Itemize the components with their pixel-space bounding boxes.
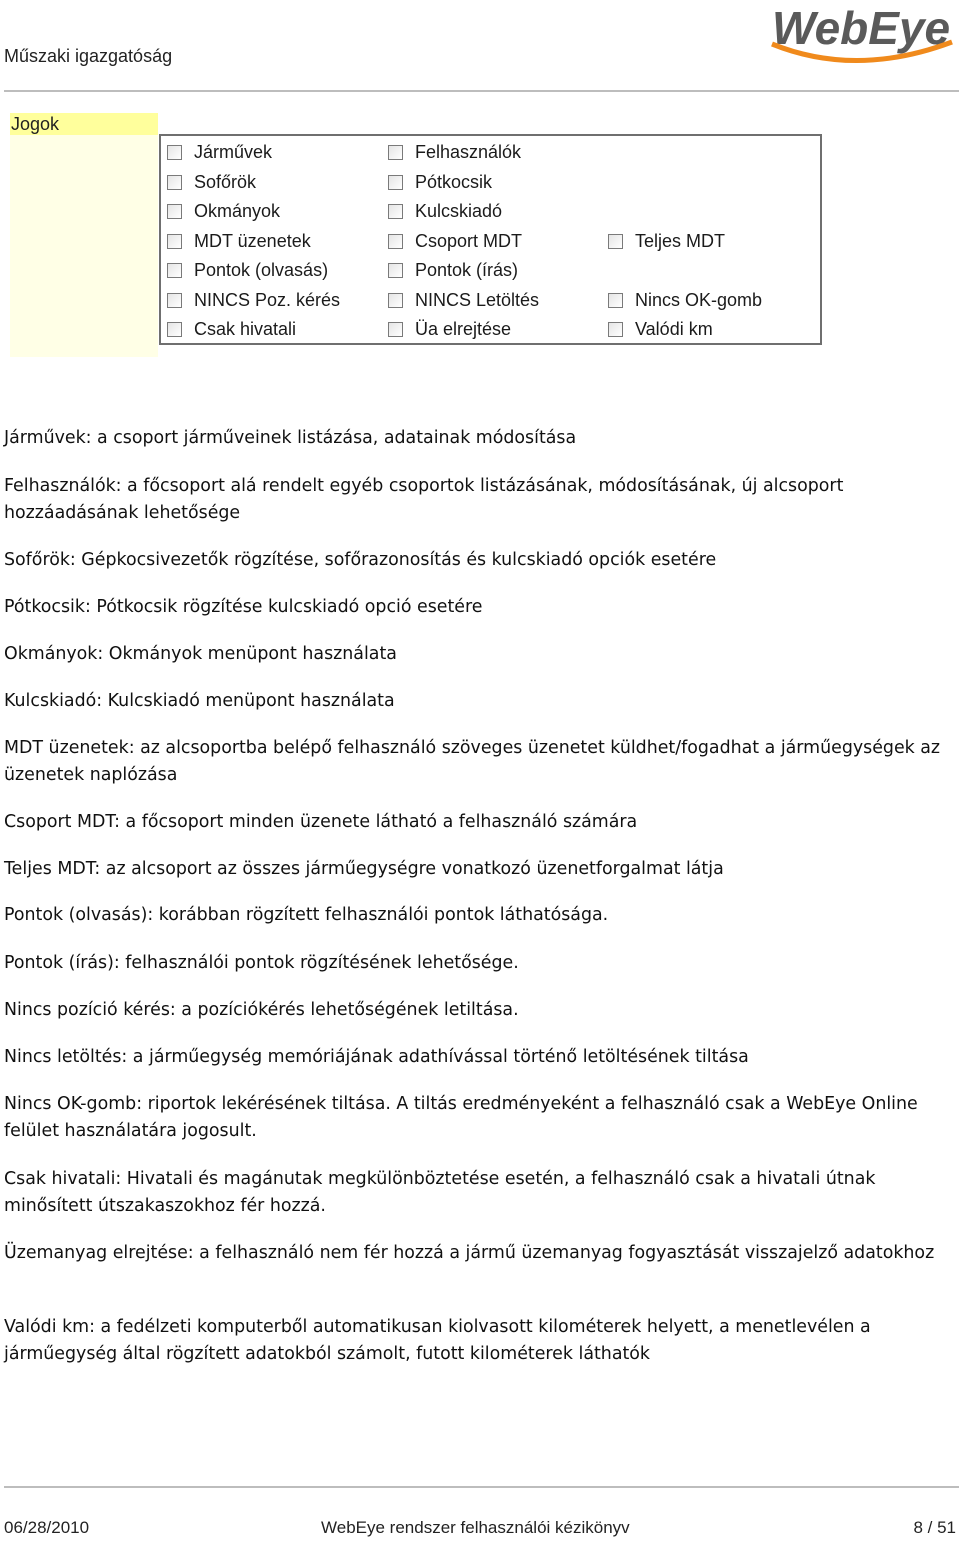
checkbox-csoport-mdt[interactable]: Csoport MDT xyxy=(388,229,522,253)
checkbox-csak-hivatali[interactable]: Csak hivatali xyxy=(167,317,296,341)
checkbox-valodi-km[interactable]: Valódi km xyxy=(608,317,713,341)
checkbox-soforok[interactable]: Sofőrök xyxy=(167,170,256,194)
desc-teljes-mdt: Teljes MDT: az alcsoport az összes járműegységre vonatkozó üzenetforgalmat látja xyxy=(4,859,724,879)
checkbox-icon[interactable] xyxy=(388,322,403,337)
checkbox-pontok-olvasas[interactable]: Pontok (olvasás) xyxy=(167,258,328,282)
desc-nincs-pozicio-keres: Nincs pozíció kérés: a pozíciókérés lehetőségének letiltása. xyxy=(4,1000,519,1020)
logo-text: WebEye xyxy=(772,2,951,54)
checkbox-icon[interactable] xyxy=(388,293,403,308)
desc-uzemanyag-elrejtese: Üzemanyag elrejtése: a felhasználó nem fér hozzá a jármű üzemanyag fogyasztását visszajelző adatokhoz xyxy=(4,1243,935,1263)
desc-nincs-letoltes: Nincs letöltés: a járműegység memóriájának adathívással történő letöltésének tiltása xyxy=(4,1047,749,1067)
footer-doc-title: WebEye rendszer felhasználói kézikönyv xyxy=(321,1518,630,1537)
checkbox-nincs-ok-gomb[interactable]: Nincs OK-gomb xyxy=(608,288,762,312)
header-title: Műszaki igazgatóság xyxy=(4,46,173,66)
checkbox-icon[interactable] xyxy=(388,263,403,278)
checkbox-icon[interactable] xyxy=(388,234,403,249)
checkbox-icon[interactable] xyxy=(167,293,182,308)
desc-soforok: Sofőrök: Gépkocsivezetők rögzítése, sofőrazonosítás és kulcskiadó opciók esetére xyxy=(4,550,717,570)
checkbox-kulcskiado[interactable]: Kulcskiadó xyxy=(388,199,502,223)
checkbox-icon[interactable] xyxy=(167,322,182,337)
footer-date: 06/28/2010 xyxy=(4,1518,90,1537)
checkbox-ua-elrejtese[interactable]: Üa elrejtése xyxy=(388,317,511,341)
checkbox-icon[interactable] xyxy=(167,204,182,219)
checkbox-felhasznalok[interactable]: Felhasználók xyxy=(388,140,521,164)
checkbox-pontok-iras[interactable]: Pontok (írás) xyxy=(388,258,518,282)
checkbox-icon[interactable] xyxy=(167,234,182,249)
desc-mdt-uzenetek: MDT üzenetek: az alcsoportba belépő felhasználó szöveges üzenetet küldhet/fogadhat a járműegységek az üzenetek naplózása xyxy=(4,738,941,785)
checkbox-mdt-uzenetek[interactable]: MDT üzenetek xyxy=(167,229,311,253)
checkbox-okmanyok[interactable]: Okmányok xyxy=(167,199,280,223)
desc-felhasznalok: Felhasználók: a főcsoport alá rendelt egyéb csoportok listázásának, módosításának, új alcsoport hozzáadásának lehetősége xyxy=(4,476,844,523)
checkbox-jarmuvek[interactable]: Járművek xyxy=(167,140,272,164)
desc-kulcskiado: Kulcskiadó: Kulcskiadó menüpont használata xyxy=(4,691,395,711)
checkbox-potkocsik[interactable]: Pótkocsik xyxy=(388,170,492,194)
desc-csoport-mdt: Csoport MDT: a főcsoport minden üzenete látható a felhasználó számára xyxy=(4,812,638,832)
checkbox-icon[interactable] xyxy=(167,263,182,278)
jogok-label: Jogok xyxy=(10,113,158,135)
checkbox-icon[interactable] xyxy=(388,204,403,219)
jogok-column xyxy=(10,113,158,357)
checkbox-icon[interactable] xyxy=(388,175,403,190)
desc-okmanyok: Okmányok: Okmányok menüpont használata xyxy=(4,644,397,664)
header-divider xyxy=(4,90,959,92)
desc-potkocsik: Pótkocsik: Pótkocsik rögzítése kulcskiadó opció esetére xyxy=(4,597,483,617)
checkbox-icon[interactable] xyxy=(608,322,623,337)
checkbox-icon[interactable] xyxy=(167,145,182,160)
checkbox-icon[interactable] xyxy=(608,234,623,249)
desc-nincs-ok-gomb: Nincs OK-gomb: riportok lekérésének tiltása. A tiltás eredményeként a felhasználó csak a WebEye Online felület használatára jogosult. xyxy=(4,1094,918,1141)
desc-pontok-olvasas: Pontok (olvasás): korábban rögzített felhasználói pontok láthatósága. xyxy=(4,905,609,925)
footer-page-number: 8 / 51 xyxy=(913,1518,956,1537)
desc-pontok-iras: Pontok (írás): felhasználói pontok rögzítésének lehetősége. xyxy=(4,953,519,973)
checkbox-teljes-mdt[interactable]: Teljes MDT xyxy=(608,229,725,253)
footer-divider xyxy=(4,1486,959,1488)
checkbox-icon[interactable] xyxy=(167,175,182,190)
checkbox-nincs-letoltes[interactable]: NINCS Letöltés xyxy=(388,288,539,312)
desc-jarmuvek: Járművek: a csoport járműveinek listázása, adatainak módosítása xyxy=(4,428,577,448)
desc-valodi-km: Valódi km: a fedélzeti komputerből automatikusan kiolvasott kilométerek helyett, a menetlevélen a járműegység által rögzített adatokból számolt, futott kilométerek láthatók xyxy=(4,1317,871,1364)
webeye-logo xyxy=(766,0,958,70)
desc-csak-hivatali: Csak hivatali: Hivatali és magánutak megkülönböztetése esetén, a felhasználó csak a hivatali útnak minősített útszakaszokhoz fér hozzá. xyxy=(4,1169,876,1216)
checkbox-icon[interactable] xyxy=(608,293,623,308)
checkbox-nincs-poz-keres[interactable]: NINCS Poz. kérés xyxy=(167,288,340,312)
checkbox-icon[interactable] xyxy=(388,145,403,160)
